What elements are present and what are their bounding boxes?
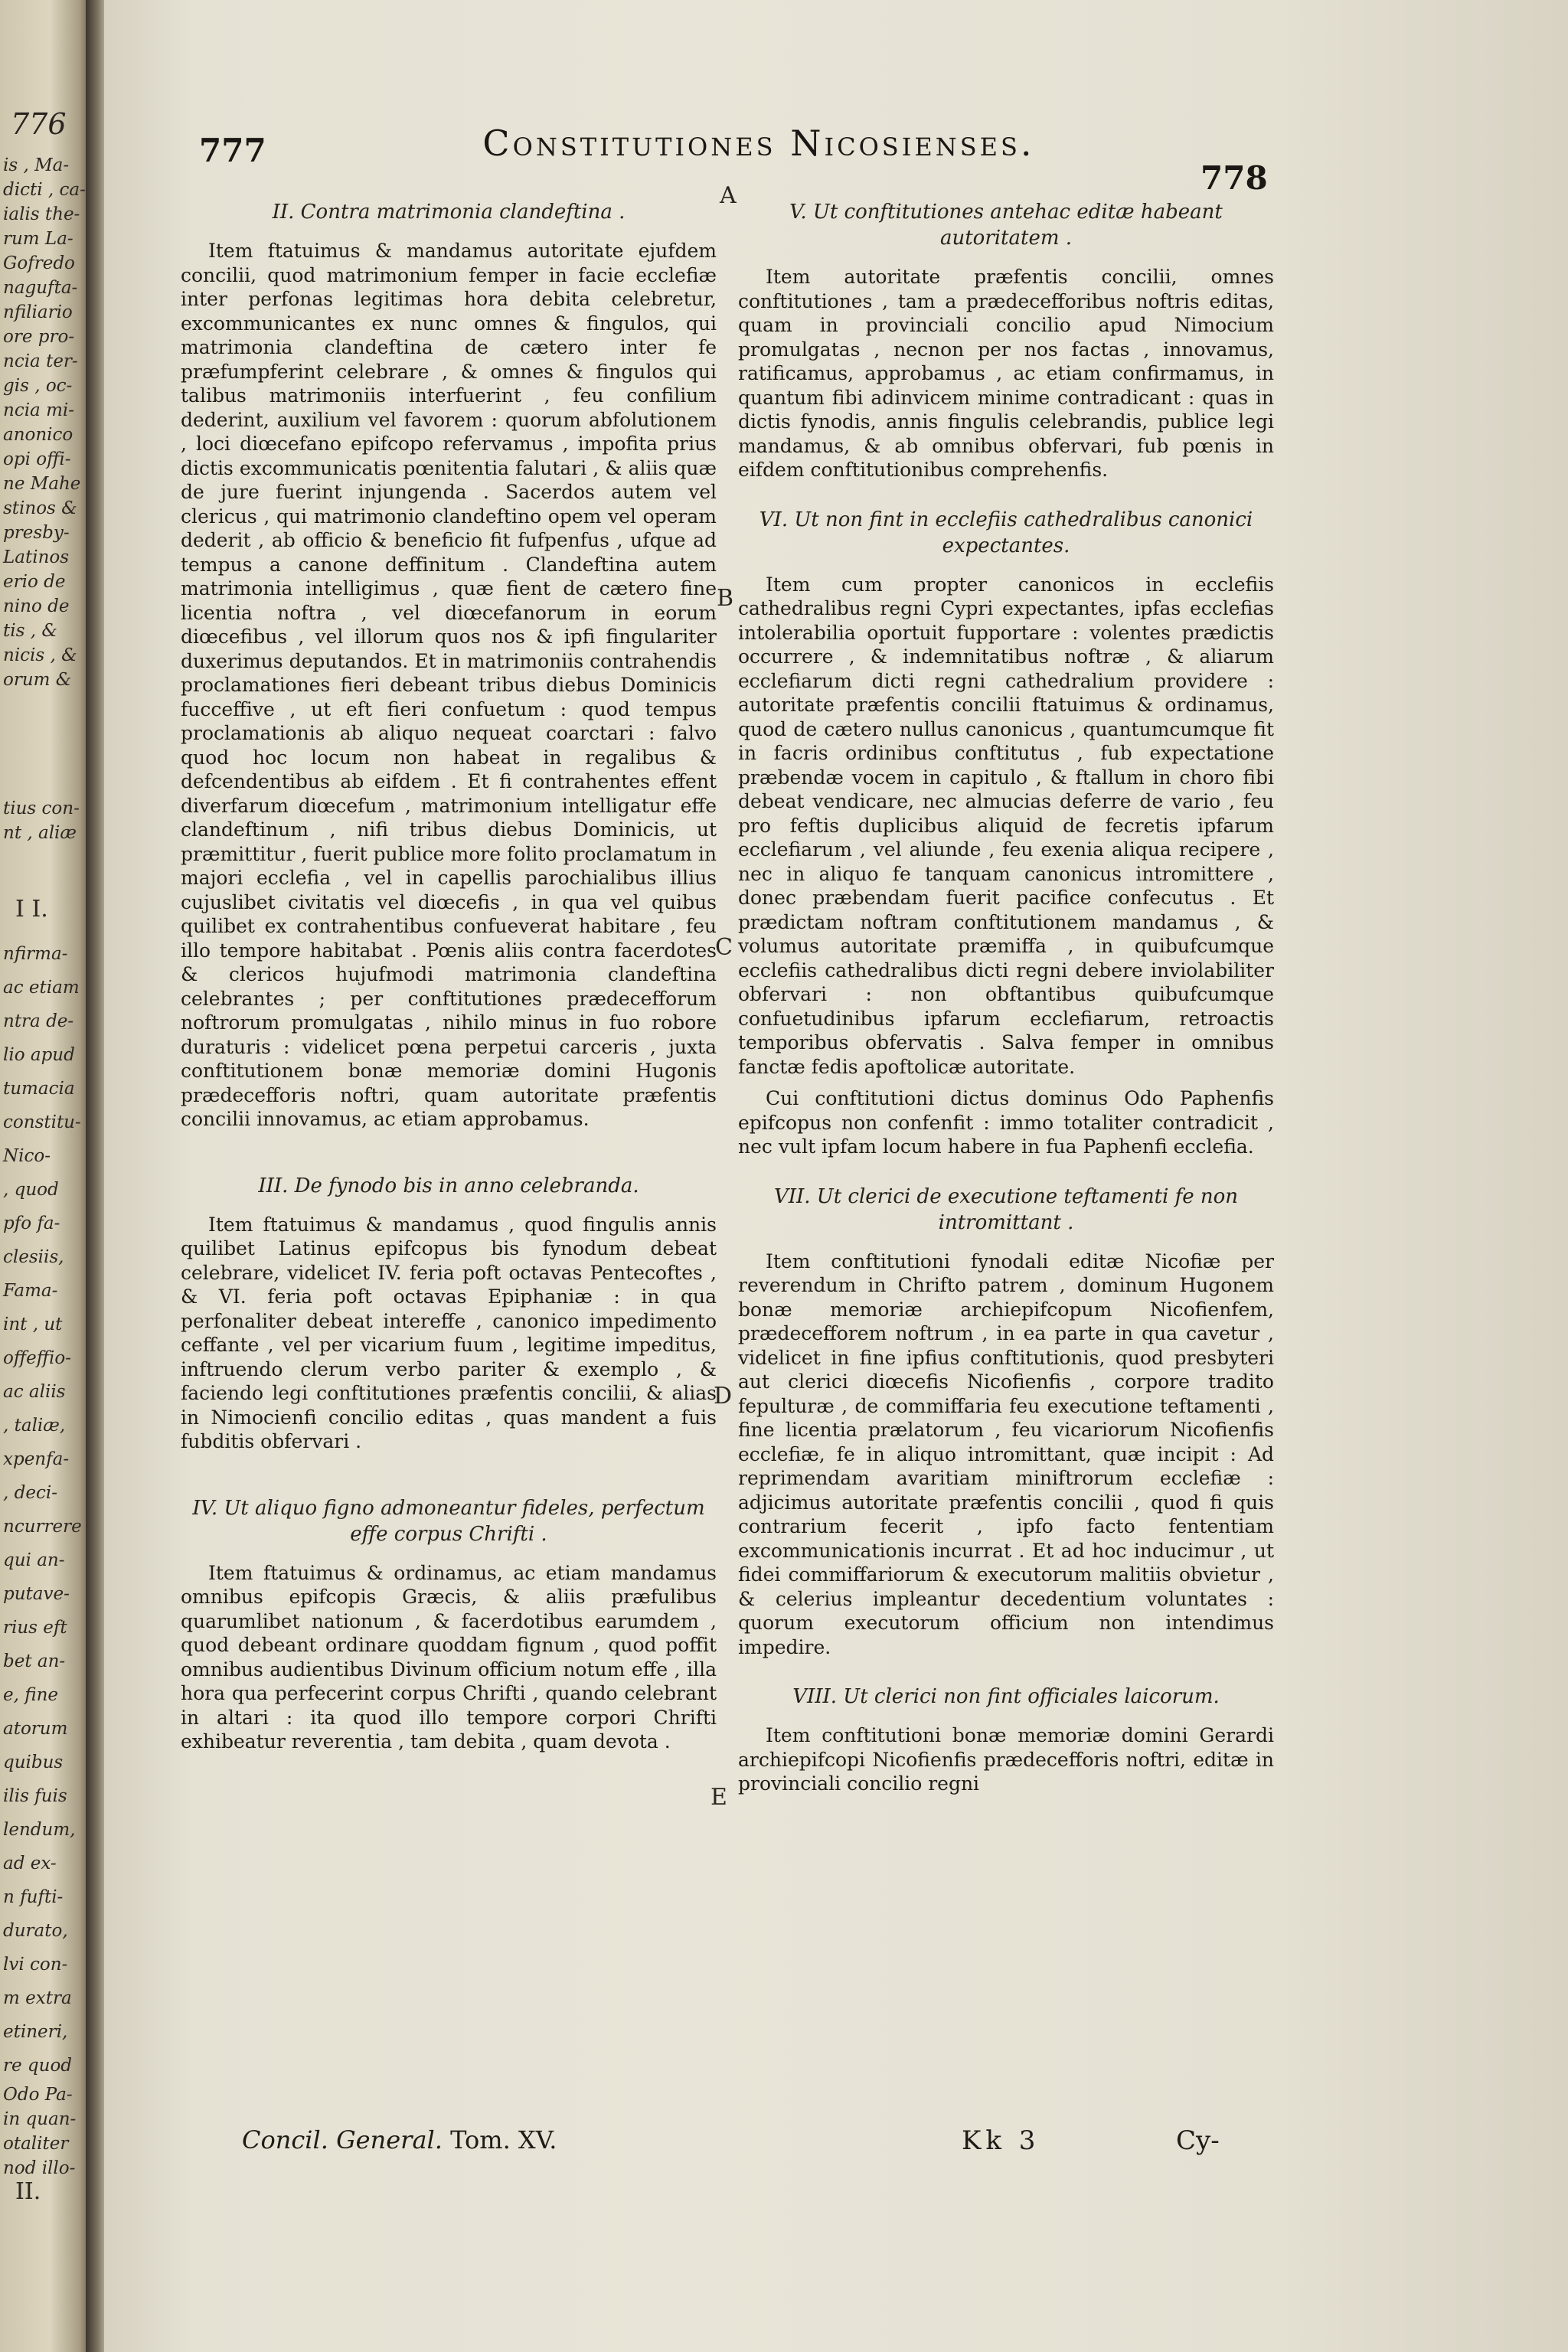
previous-page-fragment: atorum	[3, 1719, 68, 1739]
previous-page-fragment: nt , aliæ	[3, 823, 77, 843]
section-heading: VII. Ut clerici de executione teftamenti fe non intromittant .	[773, 1184, 1239, 1234]
previous-page-fragment: , quod	[3, 1180, 59, 1200]
left-page-number: 777	[199, 132, 266, 169]
previous-page-fragment: anonico	[3, 425, 74, 445]
previous-page-fragment: nfiliario	[3, 302, 73, 322]
previous-page-fragment: gis , oc-	[3, 376, 73, 396]
right-column	[738, 199, 1274, 1804]
right-page-number: 778	[1200, 159, 1268, 197]
previous-page-fragment: Gofredo	[3, 253, 75, 273]
previous-page-fragment: ncurrere	[3, 1517, 82, 1537]
previous-page-fragment: xpenfa-	[3, 1449, 70, 1469]
previous-page-fragment: , taliæ,	[3, 1416, 66, 1436]
previous-page-fragment: nod illo-	[3, 2158, 76, 2178]
previous-page-fragment: ore pro-	[3, 327, 75, 347]
previous-page-fragment: n fufti-	[3, 1887, 64, 1907]
previous-page-section-2: II.	[15, 2178, 41, 2205]
section-paragraph: Cui conftitutioni dictus dominus Odo Paphenfis epifcopus non confenfit : immo totaliter contradicit , nec vult ipfam locum habere in fua Paphenfi ecclefia.	[738, 1087, 1274, 1158]
previous-page-fragment: tumacia	[3, 1079, 75, 1099]
previous-page-fragment: quibus	[3, 1753, 64, 1772]
previous-page-fragment: nicis , &	[3, 645, 77, 665]
section-paragraph: Item ftatuimus & ordinamus, ac etiam mandamus omnibus epifcopis Græcis, & aliis præfulibus quarumlibet nationum , & facerdotibus earumdem , quod debeant ordinare quoddam fignum , quod poffit omnibus audientibus Divinum officium notum effe , illa hora qua perfecerint corpus Chrifti , quando celebrant in altari : ita quod illo tempore corpori Chrifti exhibeatur reverentia , tam debita , quam devota .	[181, 1561, 717, 1753]
previous-page-fragment: pfo fa-	[3, 1214, 60, 1233]
previous-page-fragment: etineri,	[3, 2022, 68, 2042]
previous-page-fragment: clesiis,	[3, 1247, 64, 1267]
previous-page-number: 776	[11, 107, 67, 141]
section-paragraph: Item conftitutioni fynodali editæ Nicofiæ per reverendum in Chrifto patrem , dominum Hugonem bonæ memoriæ archiepifcopum Nicofienfem, prædecefforem noftrum , in ea parte in qua cavetur , videlicet in fine ipfius conftitutionis, quod presbyteri aut clerici diœcefis Nicofienfis , corpore tradito fepulturæ , de commiffaria feu executione teftamenti , fine licentia prælatorum , feu vicariorum Nicofienfis ecclefiæ, fe in aliquo intromittant, quæ incipit : Ad reprimendam avaritiam miniftrorum ecclefiæ : adjicimus autoritate præfentis concilii , quod fi quis contrarium fecerit , ipfo facto fententiam excommunicationis incurrat . Et ad hoc inducimur , ut fidei commiffariorum & executorum malitiis obvietur , & celerius impleantur decedentium voluntates : quorum executorum officium non intendimus impedire.	[738, 1250, 1274, 1658]
previous-page-fragment: ad ex-	[3, 1854, 57, 1873]
section-heading: II. Contra matrimonia clandeftina .	[272, 201, 626, 224]
previous-page-fragment: tis , &	[3, 621, 57, 641]
previous-page-fragment: ntra de-	[3, 1011, 74, 1031]
margin-marker-b: B	[717, 585, 734, 612]
section-heading: V. Ut conftitutiones antehac editæ habeant autoritatem .	[789, 201, 1223, 250]
previous-page-fragment: , deci-	[3, 1483, 57, 1503]
section-paragraph: Item ftatuimus & mandamus , quod fingulis annis quilibet Latinus epifcopus bis fynodum debeat celebrare, videlicet IV. feria poft octavas Pentecoftes , & VI. feria poft octavas Epiphaniæ : in qua perfonaliter debeat intereffe , canonico impedimento ceffante , vel per vicarium fuum , legitime impeditus, inftruendo clerum verbo pariter & exemplo , & faciendo legi conftitutiones præfentis concilii, & alias in Nimocienfi concilio editas , quas mandent a fuis fubditis obfervari .	[181, 1213, 717, 1452]
previous-page-fragment: e, fine	[3, 1685, 58, 1705]
previous-page-fragment: re quod	[3, 2056, 73, 2076]
margin-marker-a: A	[720, 182, 737, 209]
footer-volume	[242, 2125, 557, 2154]
previous-page-fragment: putave-	[3, 1584, 70, 1604]
previous-page-fragment: Fama-	[3, 1281, 58, 1301]
previous-page-fragment: Nico-	[3, 1146, 51, 1166]
previous-page-fragment: rius eft	[3, 1618, 67, 1638]
previous-page-fragment: Latinos	[3, 547, 70, 567]
section-paragraph: Item cum propter canonicos in ecclefiis cathedralibus regni Cypri expectantes, ipfas ecclefias intolerabilia oportuit fupportare : volentes prædictis occurrere , & indemnitatibus noftræ , & aliarum ecclefiarum dicti regni cathedralium providere : autoritate præfentis concilii ftatuimus & ordinamus, quod de cætero nullus canonicus , quantumcumque fit in facris ordinibus conftitutus , fub expectatione præbendæ vocem in capitulo , & ftallum in choro fibi debeat vendicare, nec almucias deferre de vario , feu pro feftis duplicibus aliquid de fecretis ipfarum ecclefiarum , vel aliunde , feu exenia aliqua recipere , nec in aliquo fe tanquam canonicus intromittere , donec præbendam fuerit pacifice confecutus . Et prædictam noftram conftitutionem mandamus , & volumus autoritate præmiffa , in quibufcumque ecclefiis cathedralibus dicti regni debere inviolabiliter obfervari : non obftantibus quibufcumque confuetudinibus ipfarum ecclefiarum, retroactis temporibus obfervatis . Salva femper in omnibus fanctæ fedis apoftolicæ autoritate.	[738, 573, 1274, 1078]
book-gutter	[86, 0, 106, 2352]
previous-page-fragment: tius con-	[3, 799, 80, 818]
section-heading: IV. Ut aliquo figno admoneantur fideles, perfectum effe corpus Chrifti .	[192, 1496, 705, 1546]
previous-page-fragment: rum La-	[3, 229, 74, 249]
previous-page-fragment: ncia mi-	[3, 400, 75, 420]
previous-page-fragment: nagufta-	[3, 278, 78, 298]
previous-page-fragment: ne Mahe	[3, 474, 81, 494]
previous-page-fragment: nfirma-	[3, 944, 68, 964]
previous-page-fragment: durato,	[3, 1921, 68, 1941]
previous-page-fragment: ac etiam	[3, 978, 80, 998]
book-page	[104, 0, 1568, 2352]
previous-page-fragment: qui an-	[3, 1550, 65, 1570]
running-title: Constitutiones Nicosienses.	[482, 122, 1035, 164]
previous-page-fragment: orum &	[3, 670, 72, 690]
previous-page-fragment: erio de	[3, 572, 66, 592]
previous-page-fragment: constitu-	[3, 1112, 81, 1132]
section-paragraph: Item conftitutioni bonæ memoriæ domini Gerardi archiepifcopi Nicofienfis prædecefforis noftri, editæ in provinciali concilio regni	[738, 1724, 1274, 1795]
section-paragraph: Item autoritate præfentis concilii, omnes conftitutiones , tam a prædecefforibus noftris editas, quam in provinciali concilio apud Nimocium promulgatas , necnon per nos factas , innovamus, ratificamus, approbamus , ac etiam confirmamus, in quantum fibi adinvicem minime contradicant : quas in dictis fynodis, annis fingulis celebrandis, publice legi mandamus, & ab omnibus obfervari, fub pœnis in eifdem conftitutionibus comprehenfis.	[738, 266, 1274, 481]
section-heading: VI. Ut non fint in ecclefiis cathedralibus canonici expectantes.	[759, 508, 1253, 557]
previous-page-fragment: opi offi-	[3, 449, 71, 469]
previous-page-fragment: ncia ter-	[3, 351, 78, 371]
left-column	[181, 199, 717, 1762]
section-heading: VIII. Ut clerici non fint officiales laicorum.	[792, 1685, 1220, 1708]
section-heading: III. De fynodo bis in anno celebranda.	[258, 1174, 639, 1197]
footer-concil: Concil. General.	[242, 2125, 443, 2154]
previous-page-fragment: dicti , ca-	[3, 180, 86, 200]
previous-page-fragment: ilis fuis	[3, 1786, 67, 1806]
previous-page-fragment: Odo Pa-	[3, 2085, 73, 2105]
footer-tom: Tom. XV.	[450, 2125, 557, 2154]
previous-page-edge	[0, 0, 90, 2352]
previous-page-fragment: otaliter	[3, 2134, 69, 2154]
margin-marker-d: D	[714, 1383, 733, 1410]
previous-page-fragment: stinos &	[3, 498, 77, 518]
previous-page-fragment: lendum,	[3, 1820, 76, 1840]
previous-page-fragment: lvi con-	[3, 1955, 68, 1975]
section-paragraph: Item ftatuimus & mandamus autoritate ejufdem concilii, quod matrimonium femper in facie ecclefiæ inter perfonas legitimas hora debita celebretur, excommunicantes ex nunc omnes & fingulos, qui matrimonia clandeftina de cætero inter fe præfumpferint celebrare , & omnes & fingulos qui talibus matrimoniis interfuerint , feu confilium dederint, auxilium vel favorem : quorum abfolutionem , loci diœcefano epifcopo refervamus , impofita prius dictis excommunicatis pœnitentia falutari , & aliis quæ de jure fuerint injungenda . Sacerdos autem vel clericus , qui matrimonio clandeftino opem vel operam dederit , ab officio & beneficio fit fufpenfus , ufque ad tempus a canone deffinitum . Clandeftina autem matrimonia intelligimus , quæ fient de cætero fine licentia noftra , vel diœcefanorum in eorum diœcefibus , vel illorum quos nos & ipfi fingulariter duxerimus deputandos. Et in matrimoniis contrahendis proclamationes fieri debeant tribus diebus Dominicis fucceffive , ut eft fieri confuetum : quod tempus proclamationis ab aliquo nequeat coarctari : falvo quod hoc locum non habeat in regalibus & defcendentibus ab eifdem . Et fi contrahentes effent diverfarum diœcefum , matrimonium intelligatur effe clandeftinum , nifi tribus diebus Dominicis, ut præmittitur , fuerit publice more folito proclamatum in majori ecclefia , vel in capellis parochialibus illius cujuslibet civitatis vel diœcefis , in qua vel quibus quilibet ex contrahentibus confueverat habitare , feu illo tempore habitabat . Pœnis aliis contra facerdotes & clericos hujufmodi matrimonia clandeftina celebrantes ; per conftitutiones prædecefforum noftrorum promulgatas , nihilo minus in fuo robore duraturis : videlicet pœna perpetui carceris , juxta conftitutionem bonæ memoriæ domini Hugonis prædecefforis noftri, quam autoritate præfentis concilii innovamus, ac etiam approbamus.	[181, 240, 717, 1130]
margin-marker-c: C	[715, 934, 733, 961]
previous-page-fragment: ialis the-	[3, 204, 80, 224]
previous-page-fragment: nino de	[3, 596, 70, 616]
previous-page-fragment: m extra	[3, 1988, 72, 2008]
margin-marker-e: E	[710, 1784, 727, 1811]
previous-page-fragment: ac aliis	[3, 1382, 66, 1402]
catchword: Cy-	[1176, 2125, 1220, 2156]
previous-page-fragment: int , ut	[3, 1315, 63, 1334]
previous-page-fragment: bet an-	[3, 1651, 66, 1671]
previous-page-fragment: offeffio-	[3, 1348, 72, 1368]
previous-page-fragment: lio apud	[3, 1045, 75, 1065]
previous-page-fragment: in quan-	[3, 2109, 77, 2129]
signature-mark: Kk 3	[962, 2125, 1040, 2156]
previous-page-fragment: presby-	[3, 523, 70, 543]
previous-page-fragment: is , Ma-	[3, 155, 70, 175]
previous-page-section: I I.	[15, 896, 48, 923]
